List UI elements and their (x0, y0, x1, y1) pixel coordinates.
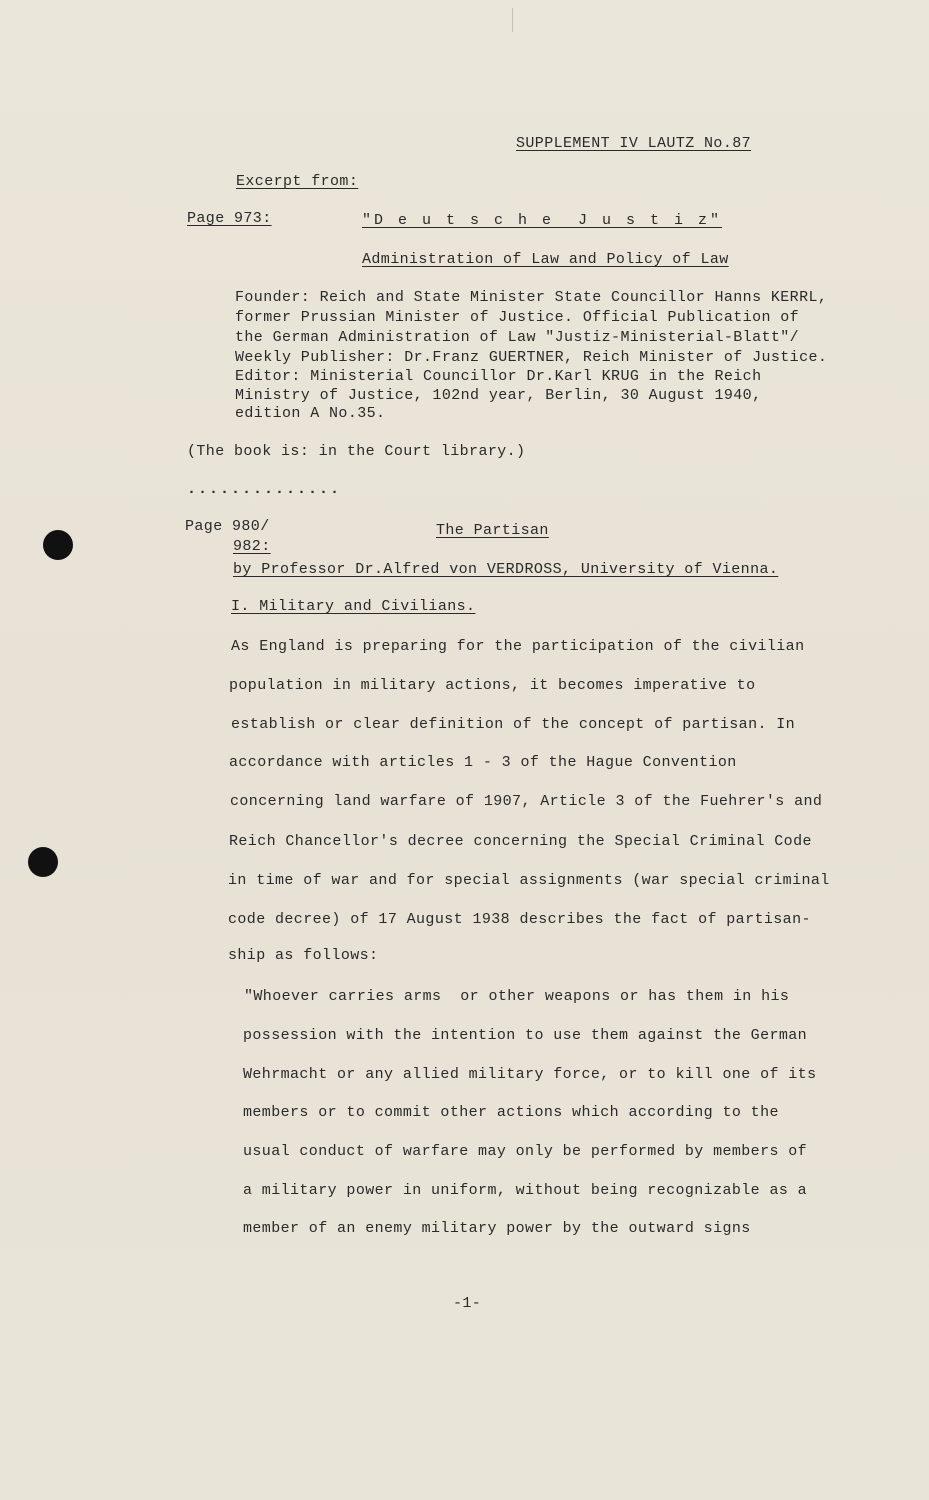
quote-line: Wehrmacht or any allied military force, or to kill one of its (243, 1066, 817, 1083)
quote-line: member of an enemy military power by the outward signs (243, 1220, 751, 1237)
publication-line: Editor: Ministerial Councillor Dr.Karl KRUG in the Reich (235, 368, 762, 385)
quote-line: possession with the intention to use them against the German (243, 1027, 808, 1044)
publication-line: former Prussian Minister of Justice. Official Publication of (235, 309, 800, 326)
journal-title: "D e u t s c h e J u s t i z" (362, 212, 723, 229)
publication-line: edition A No.35. (235, 405, 386, 422)
publication-line: Weekly Publisher: Dr.Franz GUERTNER, Reich Minister of Justice. (235, 349, 828, 366)
quote-line: a military power in uniform, without being recognizable as a (243, 1182, 808, 1199)
article-title: The Partisan (436, 522, 549, 539)
quote-line: members or to commit other actions which according to the (243, 1104, 779, 1121)
paper-mark (512, 8, 513, 32)
library-note: (The book is: in the Court library.) (187, 443, 526, 460)
body-line: code decree) of 17 August 1938 describes the fact of partisan- (228, 911, 811, 928)
body-line: population in military actions, it becomes imperative to (229, 677, 756, 694)
article-author: by Professor Dr.Alfred von VERDROSS, University of Vienna. (233, 561, 779, 578)
publication-line: Founder: Reich and State Minister State Councillor Hanns KERRL, (235, 289, 828, 306)
page-number: -1- (453, 1295, 482, 1312)
body-line: Reich Chancellor's decree concerning the Special Criminal Code (229, 833, 812, 850)
body-line: in time of war and for special assignments (war special criminal (228, 872, 830, 889)
punch-hole-bottom (28, 847, 58, 877)
body-line: As England is preparing for the participation of the civilian (231, 638, 805, 655)
publication-line: the German Administration of Law "Justiz-Ministerial-Blatt"/ (235, 329, 800, 346)
excerpt-label: Excerpt from: (236, 173, 359, 190)
quote-line: usual conduct of warfare may only be performed by members of (243, 1143, 808, 1160)
punch-hole-top (43, 530, 73, 560)
supplement-label: SUPPLEMENT IV LAUTZ No.87 (516, 135, 752, 152)
body-line: concerning land warfare of 1907, Article 3 of the Fuehrer's and (230, 793, 823, 810)
body-line: establish or clear definition of the concept of partisan. In (231, 716, 796, 733)
section-heading: I. Military and Civilians. (231, 598, 476, 615)
page-label-982: 982: (233, 538, 271, 555)
page-label-980: Page 980/ (185, 518, 270, 535)
body-line: ship as follows: (228, 947, 379, 964)
page-label-973: Page 973: (187, 210, 272, 227)
body-line: accordance with articles 1 - 3 of the Hague Convention (229, 754, 737, 771)
quote-line: "Whoever carries arms or other weapons or has them in his (244, 988, 790, 1005)
separator-dots: .............. (187, 481, 342, 498)
publication-line: Ministry of Justice, 102nd year, Berlin, 30 August 1940, (235, 387, 762, 404)
journal-subtitle: Administration of Law and Policy of Law (362, 251, 729, 268)
